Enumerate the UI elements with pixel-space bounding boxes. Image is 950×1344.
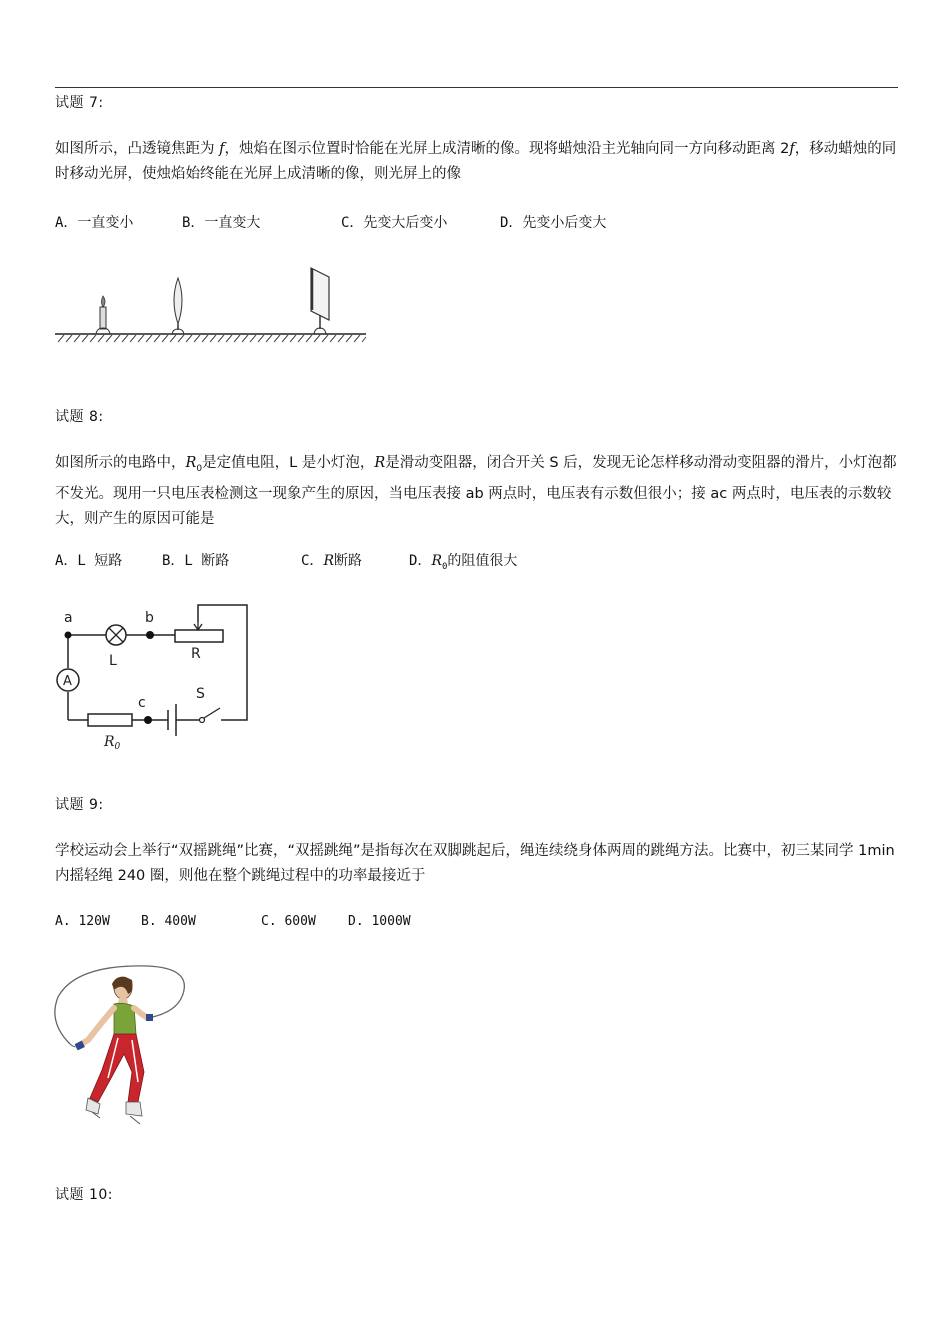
- q9-label: 试题 9:: [55, 797, 104, 813]
- q8-question-text: 如图所示的电路中，$R_0$是定值电阻，L 是小灯泡，R是滑动变阻器，闭合开关 S 后，发现无论怎样移动滑动变阻器的滑片，小灯泡都不发光。现用一只电压表检测这一现象产生的原因，当电压表接 ab 两点时，电压表有示数但很小；接 ac 两点时，电压表的示数较大，则产生的原因可能是: [55, 455, 897, 527]
- q9-options: [55, 914, 655, 934]
- circuit-wires: [68, 605, 247, 720]
- q8-options: [55, 550, 655, 570]
- optical-bench-figure: [50, 262, 370, 352]
- label-b: b: [145, 610, 154, 626]
- top-rule: [55, 87, 898, 88]
- q10-label: 试题 10:: [55, 1187, 113, 1203]
- label-switch: S: [196, 686, 205, 702]
- q9-option-d[interactable]: D. 1000W: [348, 914, 411, 929]
- q9-option-a[interactable]: A. 120W: [55, 914, 110, 929]
- q7-option-c[interactable]: C．先变大后变小: [341, 215, 448, 231]
- candle-icon: [96, 296, 110, 334]
- label-r0: $R_0$: [104, 734, 121, 752]
- q7-option-a[interactable]: A．一直变小: [55, 215, 134, 231]
- q7-option-b[interactable]: B．一直变大: [182, 215, 261, 231]
- q7-options: [55, 212, 655, 232]
- circuit-diagram: [50, 600, 260, 755]
- rheostat-icon: [175, 622, 223, 642]
- label-c: c: [138, 695, 146, 711]
- q8-option-a[interactable]: A．L 短路: [55, 553, 123, 569]
- q7-label: 试题 7:: [55, 95, 104, 111]
- q9-option-c[interactable]: C. 600W: [261, 914, 316, 929]
- convex-lens-icon: [172, 278, 184, 334]
- q7-question-text: 如图所示，凸透镜焦距为 f，烛焰在图示位置时恰能在光屏上成清晰的像。现将蜡烛沿主光轴向同一方向移动距离 2f，移动蜡烛的同时移动光屏，使烛焰始终能在光屏上成清晰的像，则光屏上的像: [55, 141, 897, 182]
- switch-icon: [200, 708, 221, 723]
- q8-label: 试题 8:: [55, 409, 104, 425]
- q8-option-d[interactable]: D．$R_0$的阻值很大: [409, 553, 518, 572]
- q8-option-c[interactable]: C．R断路: [301, 553, 362, 569]
- jump-rope-figure: [48, 962, 193, 1152]
- label-a: a: [64, 610, 73, 626]
- label-lamp: L: [109, 653, 117, 669]
- lamp-icon: [106, 625, 126, 645]
- q8-option-b[interactable]: B．L 断路: [162, 553, 230, 569]
- q9-option-b[interactable]: B. 400W: [141, 914, 196, 929]
- fixed-resistor-icon: [88, 714, 132, 726]
- label-rheostat: R: [191, 646, 201, 662]
- q7-option-d[interactable]: D．先变小后变大: [500, 215, 607, 231]
- jumper-icon: [75, 977, 153, 1124]
- ground-line: [55, 334, 366, 342]
- battery-icon: [168, 704, 176, 736]
- q9-question-text: 学校运动会上举行“双摇跳绳”比赛，“双摇跳绳”是指每次在双脚跳起后，绳连续绕身体两周的跳绳方法。比赛中，初三某同学 1min 内摇轻绳 240 圈，则他在整个跳绳过程中的功率最接近于: [55, 843, 895, 884]
- light-screen-icon: [311, 268, 329, 334]
- label-ammeter: A: [63, 674, 72, 689]
